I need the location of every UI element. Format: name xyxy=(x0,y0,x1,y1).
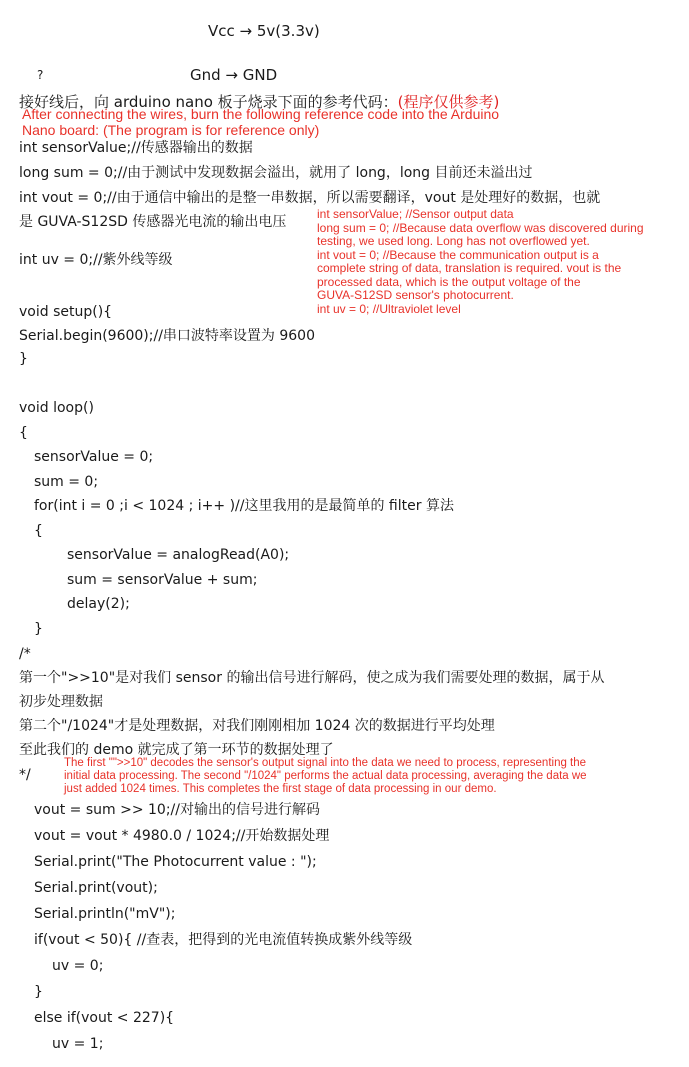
code-line: int vout = 0;//由于通信中输出的是整一串数据，所以需要翻译，vout 是处理好的数据，也就 xyxy=(19,190,601,206)
translation-line: processed data, which is the output voltage of the xyxy=(317,274,581,289)
code-line: 至此我们的 demo 就完成了第一环节的数据处理了 xyxy=(19,742,334,758)
code-line: void setup(){ xyxy=(19,304,113,320)
code-line: void loop() xyxy=(19,400,94,416)
code-line: int sensorValue;//传感器输出的数据 xyxy=(19,140,253,156)
intro-cn-text: 接好线后，向 arduino nano 板子烧录下面的参考代码： xyxy=(19,93,398,111)
translation-line: complete string of data, translation is required. vout is the xyxy=(317,261,622,275)
intro-en-translation xyxy=(22,106,682,138)
vcc-wiring-line: Vcc → 5v(3.3v) xyxy=(208,22,320,40)
code-line: uv = 0; xyxy=(52,958,104,974)
code-line: sum = 0; xyxy=(34,474,99,490)
code-line: if(vout < 50){ //查表，把得到的光电流值转换成紫外线等级 xyxy=(34,932,413,948)
code-line: } xyxy=(19,351,28,367)
code-line: */ xyxy=(19,767,31,783)
code-line: Serial.println("mV"); xyxy=(34,906,176,922)
code-line: for(int i = 0 ;i < 1024 ; i++ )//这里我用的是最简单的 filter 算法 xyxy=(34,498,454,514)
code-line: } xyxy=(34,984,43,1000)
code-line: /* xyxy=(19,646,31,662)
translation-line: GUVA-S12SD sensor's photocurrent. xyxy=(317,288,514,302)
code-line: vout = vout * 4980.0 / 1024;//开始数据处理 xyxy=(34,828,330,844)
code-line: Serial.print("The Photocurrent value : "); xyxy=(34,854,317,870)
gnd-wiring-line: Gnd → GND xyxy=(190,66,278,84)
translation-line: int sensorValue; //Sensor output data xyxy=(317,207,514,221)
intro-en-line: Nano board: (The program is for reference only) xyxy=(22,122,320,138)
declarations-translation xyxy=(317,208,687,316)
code-line: vout = sum >> 10;//对输出的信号进行解码 xyxy=(34,802,320,818)
comment-translation xyxy=(64,757,684,796)
code-line: } xyxy=(34,621,43,637)
translation-line: testing, we used long. Long has not overflowed yet. xyxy=(317,234,590,248)
intro-cn-note: (程序仅供参考) xyxy=(397,93,500,111)
translation-line: initial data processing. The second "/1024" performs the actual data processing, averaging the data we xyxy=(64,770,587,782)
code-line: Serial.begin(9600);//串口波特率设置为 9600 xyxy=(19,328,315,344)
code-line: long sum = 0;//由于测试中发现数据会溢出，就用了 long，long 目前还未溢出过 xyxy=(19,165,533,181)
code-line: delay(2); xyxy=(67,596,130,612)
code-line: else if(vout < 227){ xyxy=(34,1010,175,1026)
translation-line: just added 1024 times. This completes the first stage of data processing in our demo. xyxy=(64,783,497,795)
code-line: sensorValue = analogRead(A0); xyxy=(67,547,290,563)
code-line: int uv = 0;//紫外线等级 xyxy=(19,252,173,268)
code-line: 是 GUVA-S12SD 传感器光电流的输出电压 xyxy=(19,214,287,230)
code-line: { xyxy=(34,523,43,539)
code-line: Serial.print(vout); xyxy=(34,880,158,896)
code-line: 初步处理数据 xyxy=(19,694,103,710)
translation-line: int vout = 0; //Because the communication output is a xyxy=(317,247,599,262)
translation-line: The first "">>10" decodes the sensor's output signal into the data we need to process, representing the xyxy=(64,757,587,769)
code-line: sensorValue = 0; xyxy=(34,449,154,465)
code-line: 第一个">>10"是对我们 sensor 的输出信号进行解码，使之成为我们需要处理的数据，属于从 xyxy=(19,670,605,686)
code-line: 第二个"/1024"才是处理数据，对我们刚刚相加 1024 次的数据进行平均处理 xyxy=(19,718,495,734)
translation-line: long sum = 0; //Because data overflow was discovered during xyxy=(317,220,644,235)
code-line: uv = 1; xyxy=(52,1036,104,1052)
question-mark: ? xyxy=(37,68,44,82)
code-line: { xyxy=(19,425,28,441)
code-line: sum = sensorValue + sum; xyxy=(67,572,258,588)
intro-en-line: After connecting the wires, burn the following reference code into the Arduino xyxy=(22,106,500,122)
translation-line: int uv = 0; //Ultraviolet level xyxy=(317,301,461,316)
